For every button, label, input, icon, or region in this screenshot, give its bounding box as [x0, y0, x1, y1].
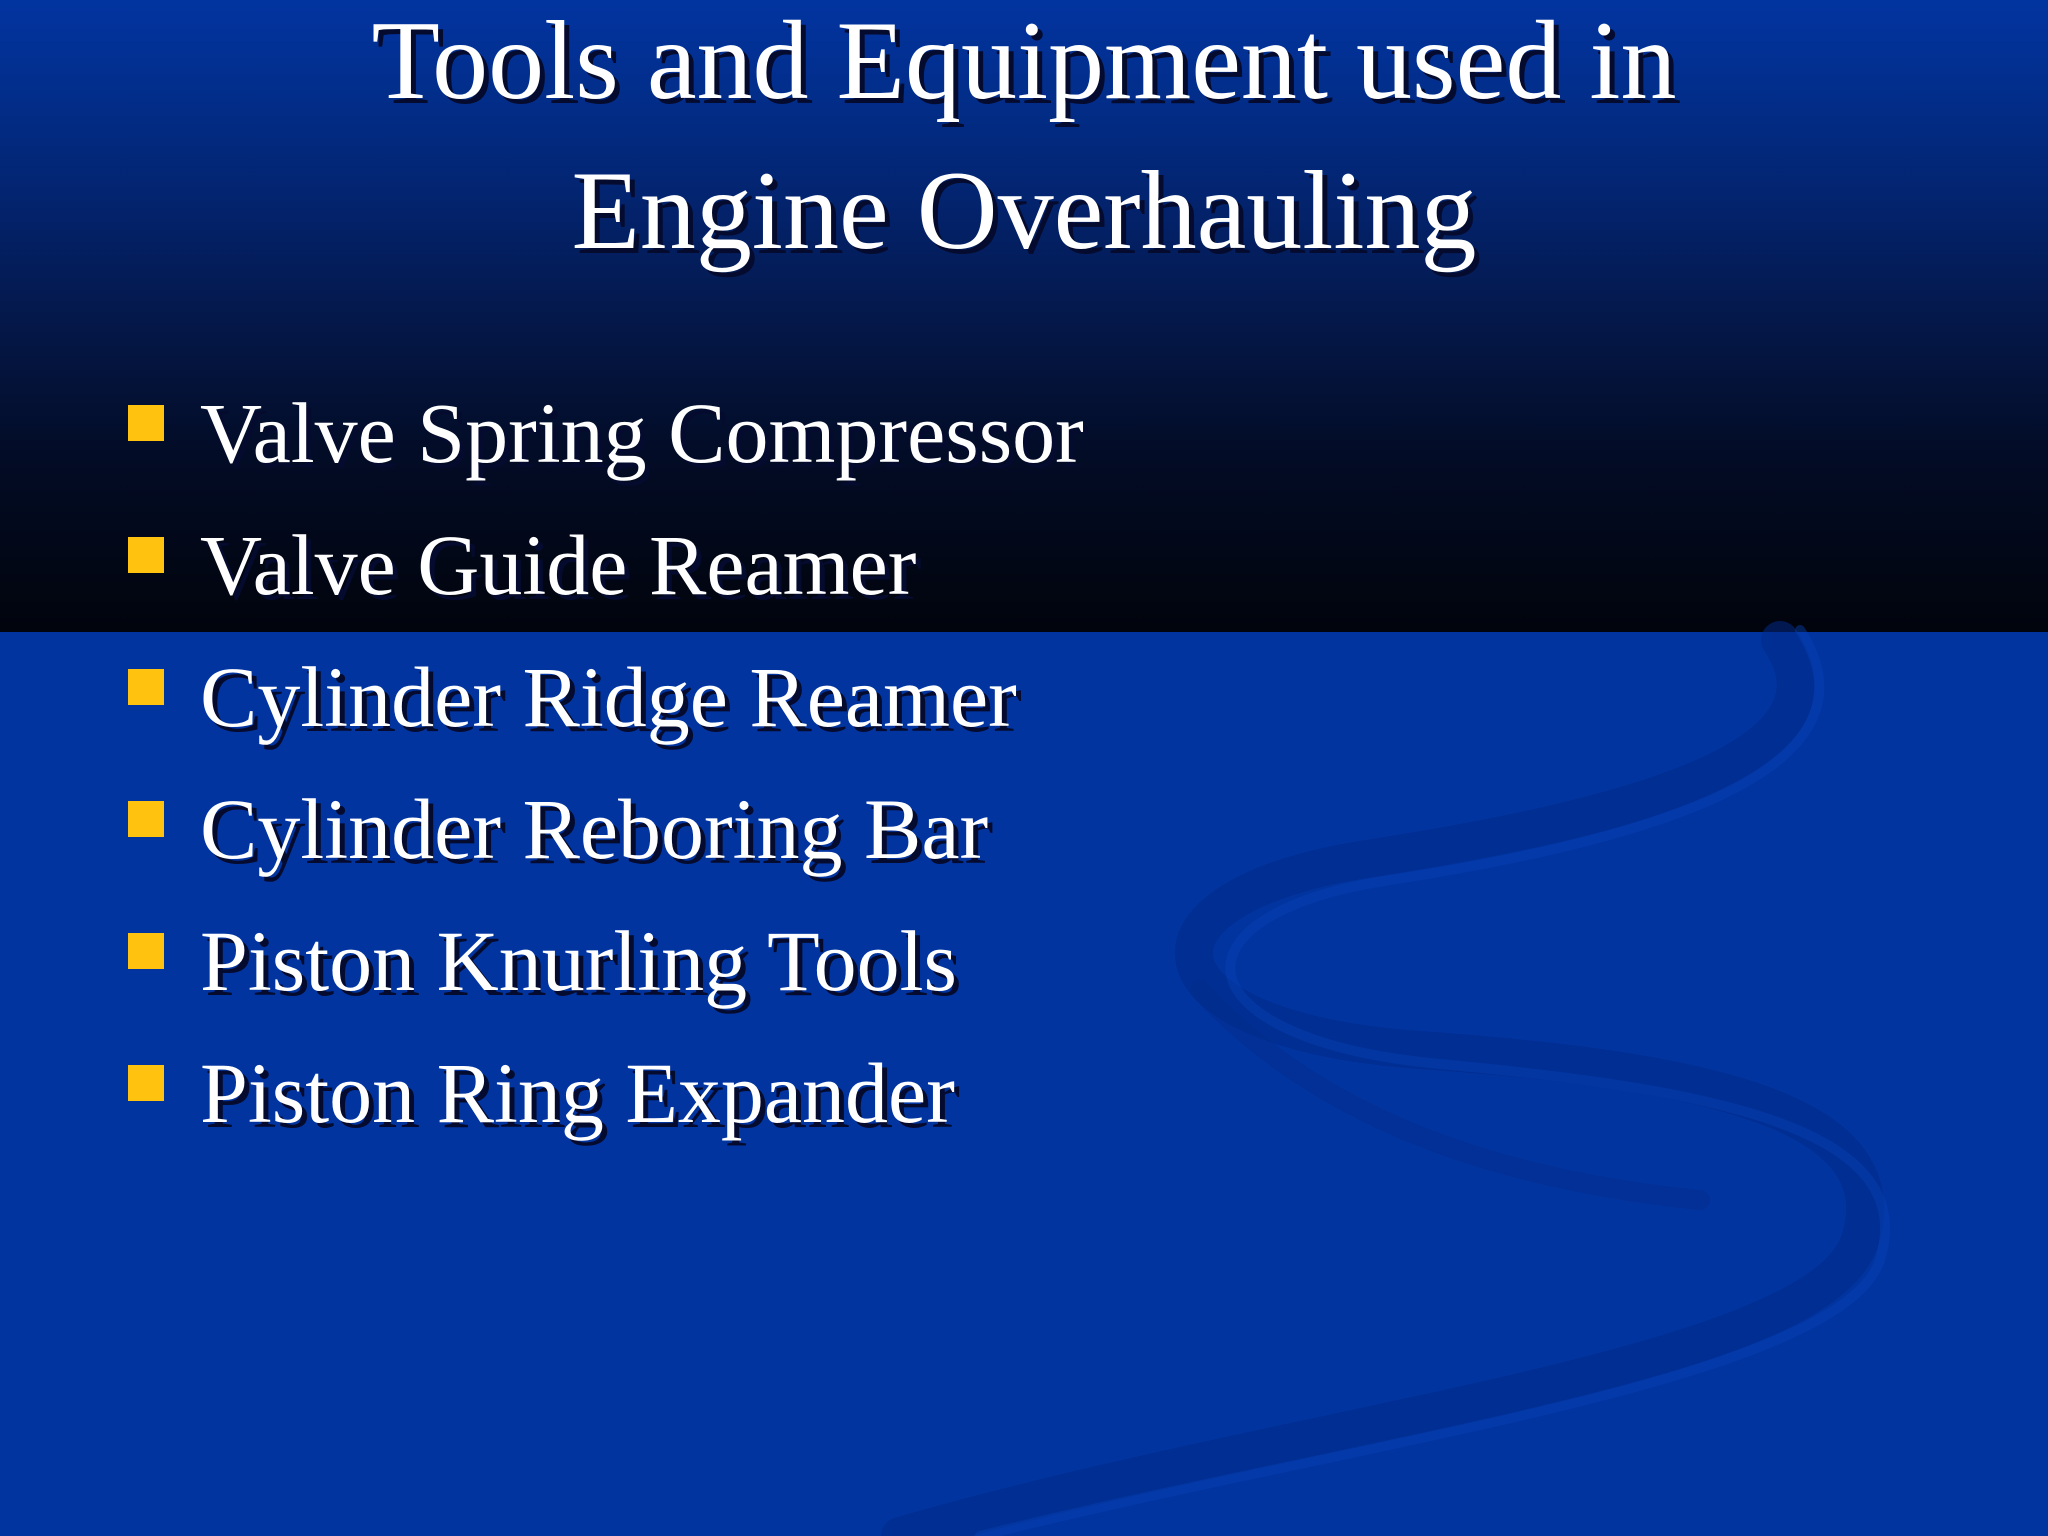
list-item [128, 902, 1084, 1034]
bullet-text: Piston Ring Expander [200, 1045, 955, 1141]
square-bullet-icon [128, 669, 164, 705]
title-line-2: Engine Overhauling [571, 149, 1477, 273]
square-bullet-icon [128, 801, 164, 837]
list-item [128, 770, 1084, 902]
list-item [128, 1034, 1084, 1166]
list-item [128, 506, 1084, 638]
square-bullet-icon [128, 537, 164, 573]
bullet-text: Piston Knurling Tools [200, 913, 957, 1009]
title-line-1: Tools and Equipment used in [371, 0, 1677, 123]
slide-title [0, 0, 2048, 286]
bullet-text: Cylinder Ridge Reamer [200, 649, 1017, 745]
square-bullet-icon [128, 933, 164, 969]
list-item [128, 374, 1084, 506]
square-bullet-icon [128, 405, 164, 441]
bullet-text: Valve Spring Compressor [200, 385, 1084, 481]
bullet-text: Valve Guide Reamer [200, 517, 917, 613]
list-item [128, 638, 1084, 770]
square-bullet-icon [128, 1065, 164, 1101]
bullet-list [128, 374, 1084, 1166]
bullet-text: Cylinder Reboring Bar [200, 781, 989, 877]
